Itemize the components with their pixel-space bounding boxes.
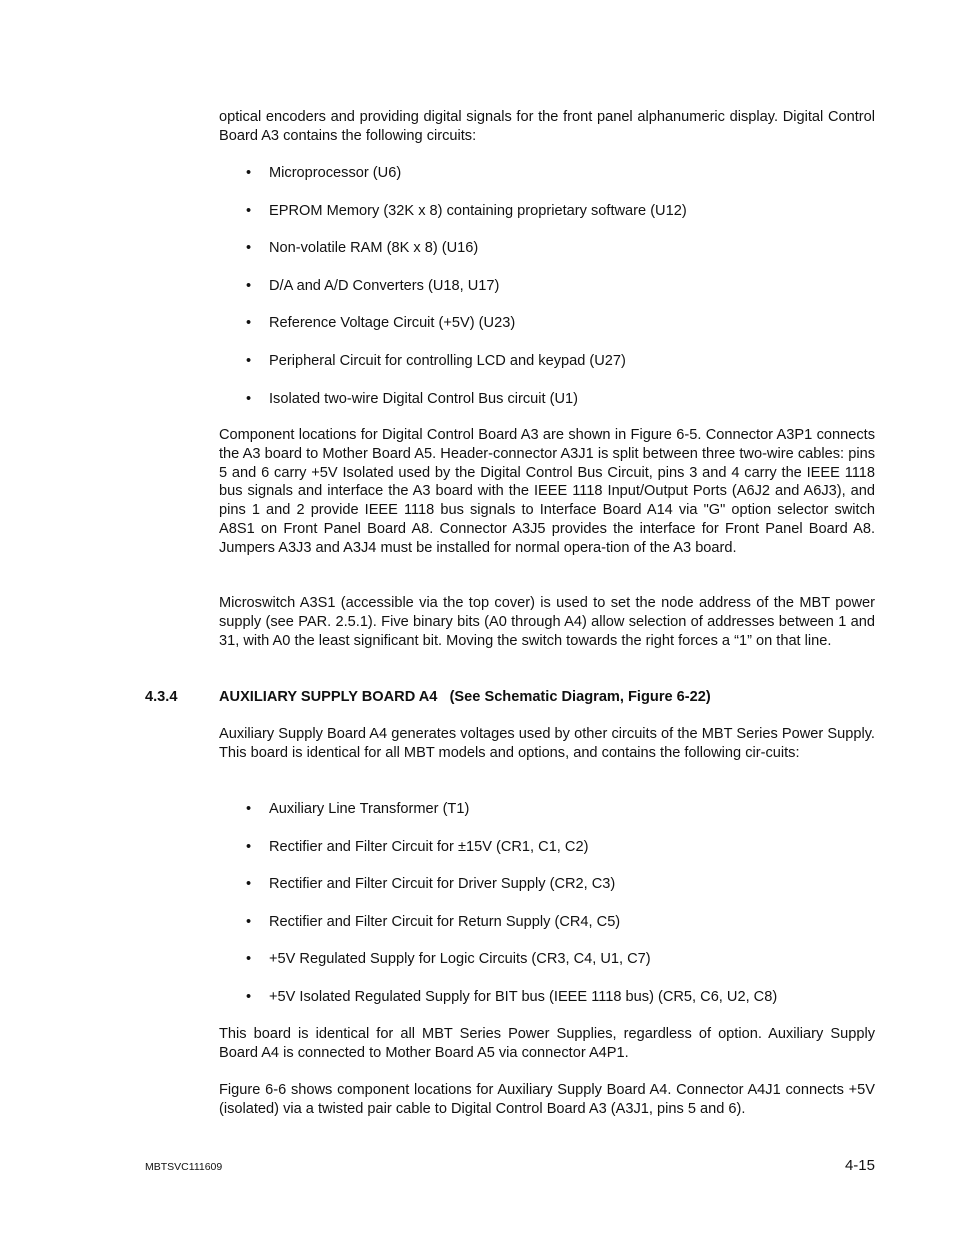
bullet-icon: • [246, 876, 252, 893]
list-item: • +5V Isolated Regulated Supply for BIT bus (IEEE 1118 bus) (CR5, C6, U2, C8) [246, 988, 778, 1005]
intro-paragraph [219, 108, 875, 146]
bullet-icon: • [246, 951, 252, 968]
list-item: • Reference Voltage Circuit (+5V) (U23) [246, 315, 516, 332]
a3-component-text: Component locations for Digital Control Board A3 are shown in Figure 6-5. Connector A3P1 connects the A3 board to Mother Board A5. Header-connector A3J1 is split between three two-wire cables: pins 5 and 6 carry +5V Isolated used by the Digital Control Bus Circuit, pins 3 and 4 carry the IEEE 1118 bus signals and interface the A3 board with the IEEE 1118 Input/Output Ports (A6J2 and A6J3), and pins 1 and 2 provide IEEE 1118 bus signals to Interface Board A14 via "G" option selector switch A8S1 on Front Panel Board A8. Connector A3J5 provides the interface for Front Panel Board A8. Jumpers A3J3 and A3J4 must be installed for normal opera-tion of the A3 board. [219, 427, 875, 556]
section-number: 4.3.4 [145, 689, 178, 705]
bullet-icon: • [246, 801, 252, 817]
a4-intro-text: Auxiliary Supply Board A4 generates voltages used by other circuits of the MBT Series Power Supply. This board is identical for all MBT models and options, and contains the following cir-cuits: [219, 726, 875, 761]
list-item: • EPROM Memory (32K x 8) containing proprietary software (U12) [246, 202, 687, 219]
list-item: • +5V Regulated Supply for Logic Circuits (CR3, C4, U1, C7) [246, 951, 651, 968]
bullet-icon: • [246, 165, 252, 181]
bullet-icon: • [246, 202, 252, 219]
footer-doc-id: MBTSVC111609 [145, 1161, 223, 1173]
a4-figure-paragraph [219, 1081, 875, 1119]
a4-circuit-list [219, 800, 875, 1007]
list-item: • Rectifier and Filter Circuit for Driver Supply (CR2, C3) [246, 876, 616, 893]
microswitch-text: Microswitch A3S1 (accessible via the top cover) is used to set the node address of the MBT power supply (see PAR. 2.5.1). Five binary bits (A0 through A4) allow selection of addresses between 1 and 31, with A0 the least significant bit. Moving the switch towards the right forces a “1” on that line. [219, 595, 875, 649]
list-item: • D/A and A/D Converters (U18, U17) [246, 277, 500, 294]
microswitch-paragraph [219, 594, 875, 650]
bullet-icon: • [246, 988, 252, 1005]
list-item: • Microprocessor (U6) [246, 165, 402, 181]
list-item: • Auxiliary Line Transformer (T1) [246, 801, 470, 817]
a4-identical-paragraph [219, 1025, 875, 1063]
bullet-icon: • [246, 240, 252, 257]
a4-identical-text: This board is identical for all MBT Series Power Supplies, regardless of option. Auxiliary Supply Board A4 is connected to Mother Board A5 via connector A4P1. [219, 1026, 875, 1061]
list-item: • Rectifier and Filter Circuit for ±15V (CR1, C1, C2) [246, 838, 589, 855]
bullet-icon: • [246, 352, 252, 369]
a3-circuit-list [219, 164, 875, 408]
list-item: • Isolated two-wire Digital Control Bus circuit (U1) [246, 390, 578, 407]
list-item: • Non-volatile RAM (8K x 8) (U16) [246, 240, 479, 257]
a3-component-paragraph [219, 426, 875, 558]
list-item: • Rectifier and Filter Circuit for Return Supply (CR4, C5) [246, 913, 621, 930]
bullet-icon: • [246, 315, 252, 332]
a4-figure-text: Figure 6-6 shows component locations for Auxiliary Supply Board A4. Connector A4J1 connects +5V (isolated) via a twisted pair cable to Digital Control Board A3 (A3J1, pins 5 and 6). [219, 1082, 875, 1117]
bullet-icon: • [246, 838, 252, 855]
a4-intro-paragraph [219, 725, 875, 763]
footer-page-number: 4-15 [844, 1157, 875, 1174]
bullet-icon: • [246, 390, 252, 407]
section-title: AUXILIARY SUPPLY BOARD A4 (See Schematic Diagram, Figure 6-22) [219, 689, 711, 705]
list-item: • Peripheral Circuit for controlling LCD and keypad (U27) [246, 352, 626, 369]
bullet-icon: • [246, 277, 252, 294]
bullet-icon: • [246, 913, 252, 930]
intro-text: optical encoders and providing digital signals for the front panel alphanumeric display. Digital Control Board A3 contains the following circuits: [219, 109, 875, 144]
